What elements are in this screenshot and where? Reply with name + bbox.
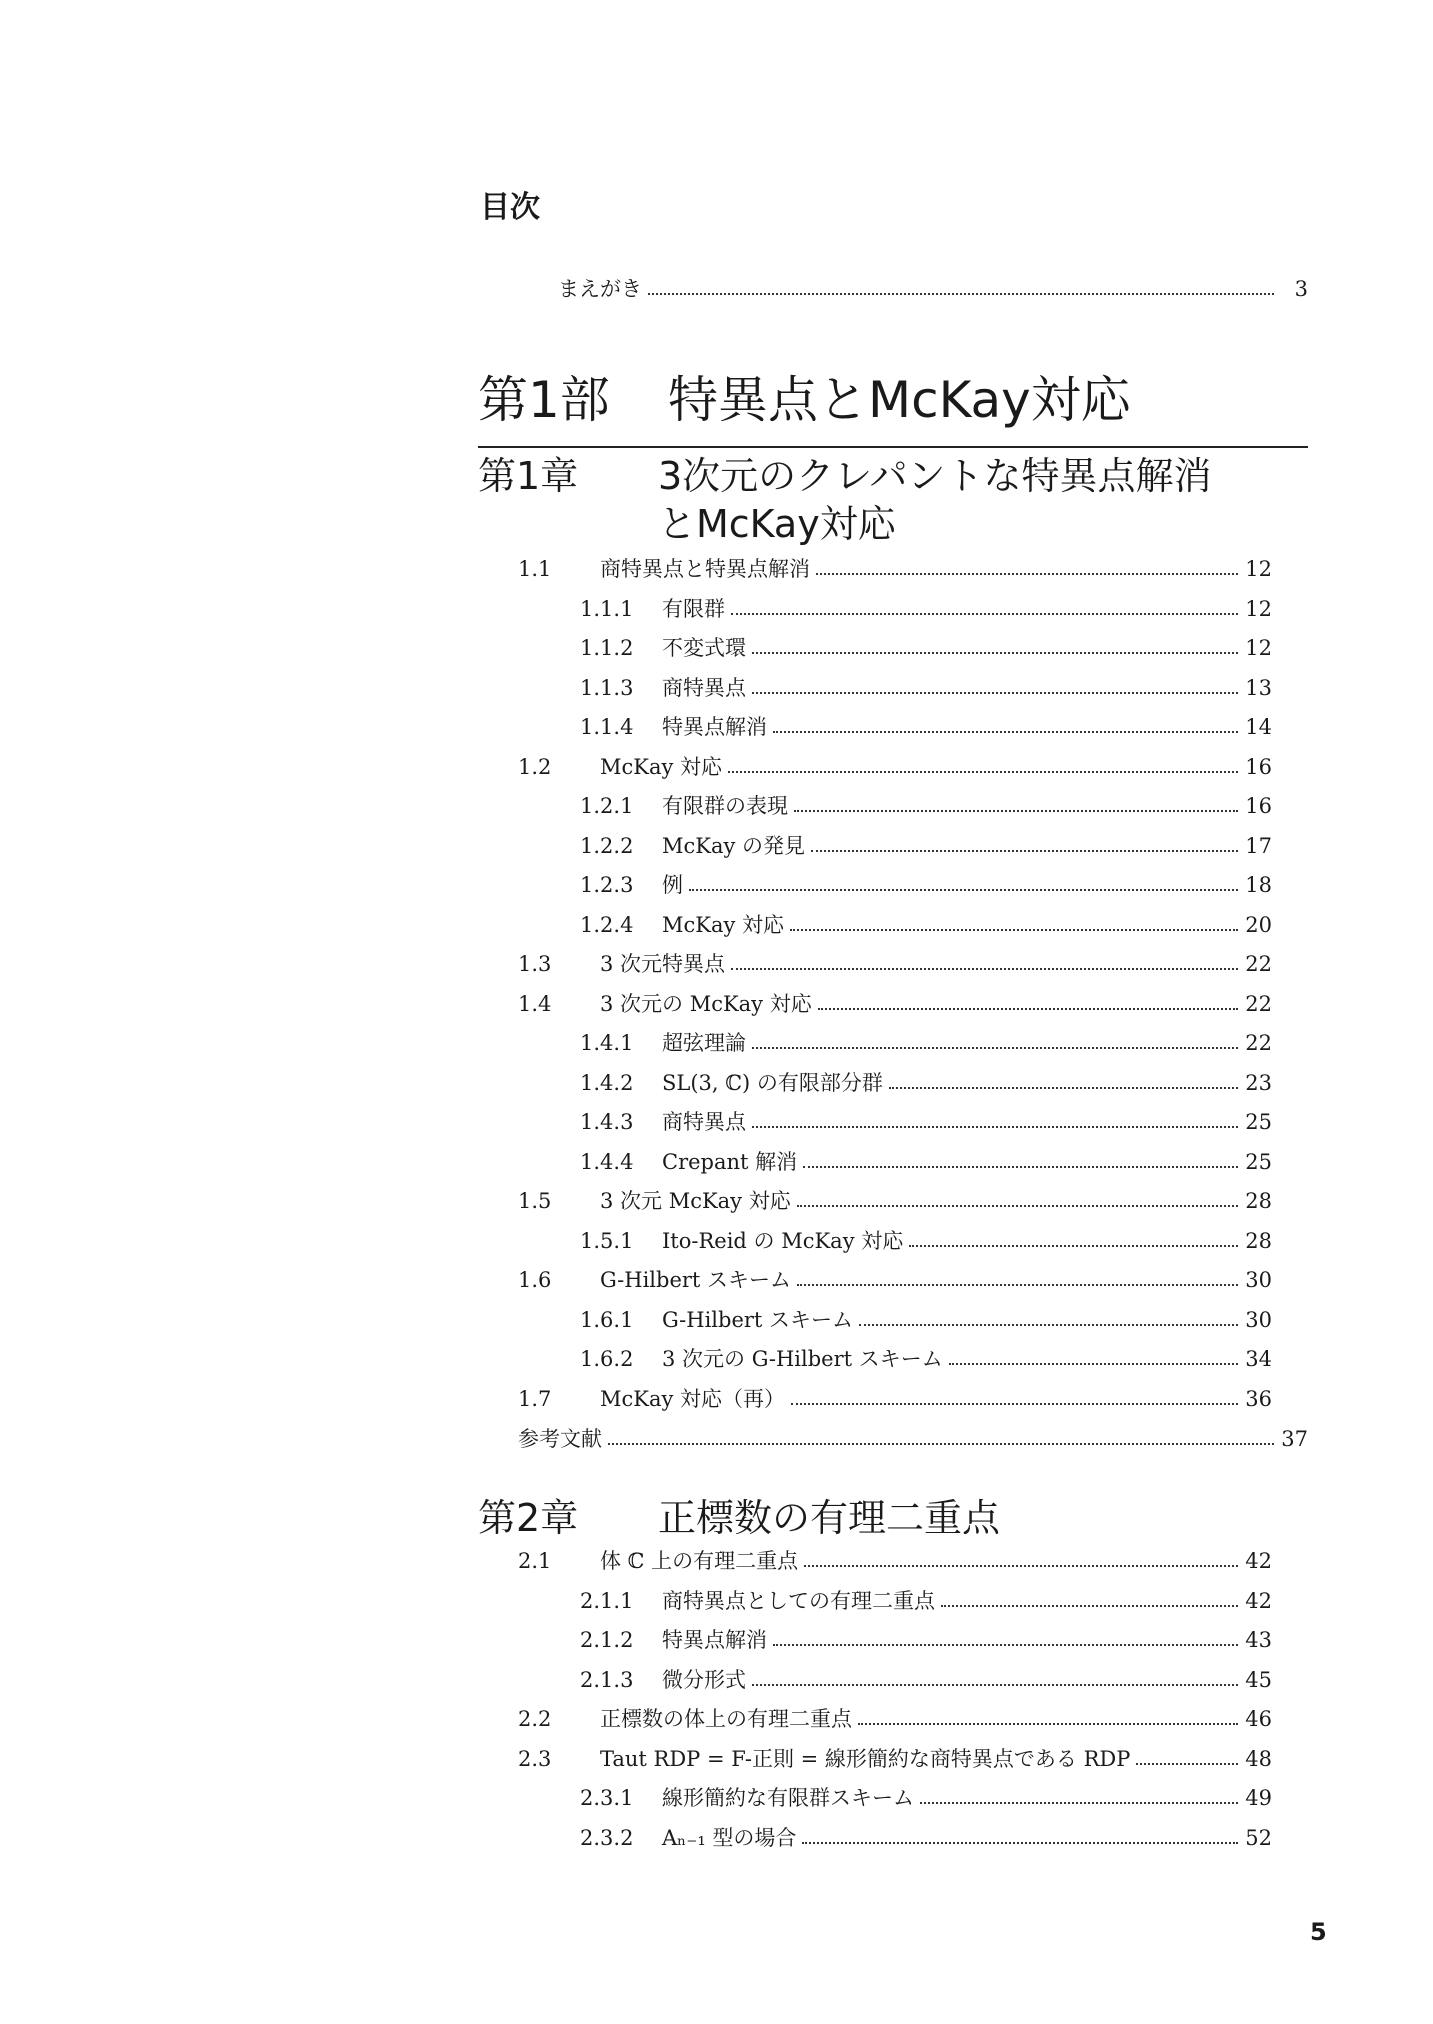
toc-entry-number: 1.1.3	[580, 675, 634, 700]
toc-entry[interactable]	[580, 1062, 1272, 1094]
toc-entry[interactable]	[580, 1580, 1272, 1612]
leader-dots	[752, 1684, 1238, 1686]
toc-entry-page: 45	[1245, 1667, 1272, 1692]
toc-entry[interactable]	[518, 746, 1272, 778]
chapter-title-line: とMcKay対応	[658, 502, 896, 546]
toc-entry-title: 有限群の表現	[662, 794, 788, 818]
toc-entry-number: 1.4.3	[580, 1110, 634, 1134]
toc-entry[interactable]	[580, 1299, 1272, 1331]
toc-entry-number: 1.4.2	[580, 1070, 634, 1095]
toc-entry-page: 43	[1245, 1628, 1272, 1652]
toc-entry[interactable]	[518, 548, 1272, 580]
toc-entry-page: 16	[1245, 754, 1272, 779]
toc-entry-title: Crepant 解消	[662, 1149, 798, 1174]
toc-entry-title: 特異点解消	[662, 715, 767, 739]
leader-dots	[752, 1047, 1238, 1049]
toc-entry-page: 42	[1245, 1549, 1272, 1573]
toc-entry-title: 3 次元 McKay 対応	[600, 1189, 791, 1213]
toc-entry-title: 体 ℂ 上の有理二重点	[600, 1549, 799, 1573]
toc-entry-number: 1.6.2	[580, 1347, 634, 1371]
chapter-heading	[478, 1494, 1298, 1542]
toc-entry-number: 1.2.2	[580, 833, 634, 858]
toc-entry-title: Ito-Reid の McKay 対応	[662, 1228, 904, 1253]
part-title: 特異点とMcKay対応	[668, 371, 1131, 429]
toc-entry-number: 2.1.2	[580, 1628, 634, 1652]
toc-entry-page: 22	[1245, 1031, 1272, 1055]
toc-entry-title: McKay 対応（再）	[600, 1386, 786, 1411]
toc-entry[interactable]	[580, 667, 1272, 699]
toc-entry[interactable]	[580, 825, 1272, 857]
leader-dots	[752, 692, 1238, 694]
toc-entry-title: 微分形式	[662, 1667, 746, 1692]
toc-entry-number: 2.3.1	[580, 1786, 634, 1810]
toc-entry-title: 商特異点としての有理二重点	[662, 1588, 935, 1613]
leader-dots	[803, 1166, 1238, 1168]
toc-entry-title: 特異点解消	[662, 1628, 767, 1652]
toc-entry[interactable]	[580, 1022, 1272, 1054]
leader-dots	[816, 573, 1238, 575]
toc-entry[interactable]	[518, 1540, 1272, 1572]
toc-entry-title: 商特異点	[662, 675, 746, 700]
leader-dots	[889, 1087, 1238, 1089]
leader-dots	[608, 1443, 1274, 1445]
chapter-title-line: 3次元のクレパントな特異点解消	[658, 454, 1212, 498]
toc-entry-number: 1.5	[518, 1189, 552, 1213]
toc-entry[interactable]	[580, 706, 1272, 738]
toc-entry-page: 3	[1294, 277, 1308, 301]
toc-entry-title: 有限群	[662, 596, 725, 621]
toc-entry-title: 商特異点と特異点解消	[600, 557, 810, 581]
toc-entry-page: 52	[1245, 1825, 1272, 1850]
toc-entry-number: 1.2.3	[580, 873, 634, 897]
toc-entry-page: 49	[1245, 1786, 1272, 1810]
leader-dots	[794, 810, 1238, 812]
leader-dots	[941, 1605, 1238, 1607]
toc-entry-title: 不変式環	[662, 636, 746, 660]
toc-entry-number: 1.4	[518, 991, 552, 1016]
part-heading	[478, 360, 1308, 448]
leader-dots	[797, 1205, 1238, 1207]
toc-entry-title: 参考文献	[518, 1427, 602, 1451]
toc-entry-title: G-Hilbert スキーム	[600, 1268, 792, 1292]
toc-entry[interactable]	[580, 1659, 1272, 1691]
toc-entry[interactable]	[580, 864, 1272, 896]
toc-entry-page: 20	[1245, 912, 1272, 937]
chapter-number: 第2章	[478, 1496, 579, 1540]
leader-dots	[790, 929, 1238, 931]
leader-dots	[728, 771, 1238, 773]
toc-entry[interactable]	[580, 588, 1272, 620]
toc-entry-page: 34	[1245, 1347, 1272, 1371]
leader-dots	[802, 1842, 1238, 1844]
toc-entry[interactable]	[518, 1259, 1272, 1291]
leader-dots	[773, 731, 1238, 733]
chapter-number: 第1章	[478, 454, 579, 498]
toc-entry-page: 17	[1245, 833, 1272, 858]
leader-dots	[773, 1644, 1238, 1646]
toc-entry[interactable]	[518, 1180, 1272, 1212]
leader-dots	[818, 1008, 1238, 1010]
toc-entry-title: SL(3, ℂ) の有限部分群	[662, 1070, 883, 1095]
toc-entry-page: 30	[1245, 1307, 1272, 1332]
toc-entry-page: 25	[1245, 1110, 1272, 1134]
toc-entry[interactable]	[580, 1101, 1272, 1133]
toc-entry[interactable]	[580, 1777, 1272, 1809]
toc-entry-number: 2.1.3	[580, 1667, 634, 1692]
chapter-heading	[478, 452, 1298, 548]
toc-entry[interactable]	[518, 943, 1272, 975]
toc-entry[interactable]	[580, 627, 1272, 659]
toc-entry-page: 36	[1245, 1386, 1272, 1411]
toc-entry-title: 正標数の体上の有理二重点	[600, 1707, 852, 1731]
toc-entry-page: 46	[1245, 1707, 1272, 1731]
toc-entry-number: 2.1	[518, 1549, 552, 1573]
leader-dots	[949, 1363, 1238, 1365]
toc-entry-title: McKay 対応	[662, 912, 785, 937]
toc-entry-number: 2.3.2	[580, 1825, 634, 1850]
toc-entry-number: 1.4.4	[580, 1149, 634, 1174]
toc-entry-page: 28	[1245, 1228, 1272, 1253]
toc-entry-number: 1.2.4	[580, 912, 634, 937]
leader-dots	[859, 1324, 1238, 1326]
toc-entry-title: 線形簡約な有限群スキーム	[662, 1786, 914, 1810]
toc-entry-title: G-Hilbert スキーム	[662, 1307, 854, 1332]
toc-entry[interactable]	[580, 785, 1272, 817]
leader-dots	[752, 652, 1238, 654]
leader-dots	[811, 850, 1238, 852]
toc-entry-page: 48	[1245, 1746, 1272, 1771]
toc-entry-number: 1.6	[518, 1268, 552, 1292]
toc-entry-number: 1.2.1	[580, 794, 634, 818]
toc-entry-title: 商特異点	[662, 1110, 746, 1134]
toc-entry[interactable]	[580, 1619, 1272, 1651]
leader-dots	[909, 1245, 1238, 1247]
toc-entry-number: 1.7	[518, 1386, 552, 1411]
toc-entry-number: 1.5.1	[580, 1228, 634, 1253]
part-number: 第1部	[478, 371, 610, 429]
toc-entry-page: 22	[1245, 991, 1272, 1016]
toc-entry-page: 22	[1245, 952, 1272, 976]
toc-entry-number: 1.1.4	[580, 715, 634, 739]
toc-entry[interactable]	[580, 1817, 1272, 1849]
toc-entry-page: 25	[1245, 1149, 1272, 1174]
toc-entry-title: Aₙ₋₁ 型の場合	[662, 1825, 797, 1850]
toc-entry-number: 1.1.1	[580, 596, 634, 621]
toc-entry-page: 23	[1245, 1070, 1272, 1095]
toc-entry-page: 42	[1245, 1588, 1272, 1613]
leader-dots	[1136, 1763, 1238, 1765]
leader-dots	[797, 1284, 1238, 1286]
toc-entry[interactable]	[518, 1738, 1272, 1770]
toc-entry-number: 1.2	[518, 754, 552, 779]
toc-entry[interactable]	[580, 1141, 1272, 1173]
toc-entry-number: 1.6.1	[580, 1307, 634, 1332]
toc-entry[interactable]	[518, 1378, 1272, 1410]
leader-dots	[804, 1565, 1238, 1567]
toc-entry-title: 3 次元の G-Hilbert スキーム	[662, 1347, 943, 1371]
page-number: 5	[1310, 1918, 1327, 1946]
leader-dots	[731, 968, 1238, 970]
toc-entry-title: 3 次元の McKay 対応	[600, 991, 812, 1016]
toc-entry-title: 超弦理論	[662, 1031, 746, 1055]
toc-entry-number: 1.4.1	[580, 1031, 634, 1055]
toc-entry-page: 16	[1245, 794, 1272, 818]
toc-entry-title: Taut RDP = F-正則 = 線形簡約な商特異点である RDP	[600, 1746, 1131, 1771]
toc-entry-number: 1.3	[518, 952, 552, 976]
toc-entry-title: まえがき	[558, 277, 642, 301]
toc-entry-number: 2.2	[518, 1707, 552, 1731]
toc-entry-title: McKay 対応	[600, 754, 723, 779]
toc-entry[interactable]	[580, 904, 1272, 936]
toc-entry-page: 12	[1245, 636, 1272, 660]
leader-dots	[791, 1403, 1238, 1405]
leader-dots	[752, 1126, 1238, 1128]
chapter-title: 正標数の有理二重点	[658, 1496, 1001, 1540]
toc-entry-page: 30	[1245, 1268, 1272, 1292]
toc-entry[interactable]	[518, 983, 1272, 1015]
toc-entry-page: 18	[1245, 873, 1272, 897]
toc-entry-number: 2.3	[518, 1746, 552, 1771]
toc-entry-page: 14	[1245, 715, 1272, 739]
toc-entry-title: 3 次元特異点	[600, 952, 726, 976]
toc-entry-page: 12	[1245, 596, 1272, 621]
toc-entry-preface[interactable]	[558, 268, 1308, 300]
toc-entry-references[interactable]	[518, 1418, 1308, 1450]
toc-entry[interactable]	[580, 1338, 1272, 1370]
leader-dots	[689, 889, 1238, 891]
toc-title: 目次	[480, 190, 540, 225]
toc-entry-number: 2.1.1	[580, 1588, 634, 1613]
toc-entry-page: 28	[1245, 1189, 1272, 1213]
toc-entry-title: McKay の発見	[662, 833, 806, 858]
toc-entry-page: 13	[1245, 675, 1272, 700]
toc-entry-number: 1.1.2	[580, 636, 634, 660]
toc-entry[interactable]	[580, 1220, 1272, 1252]
toc-entry-title: 例	[662, 873, 683, 897]
leader-dots	[731, 613, 1238, 615]
toc-entry-number: 1.1	[518, 557, 552, 581]
leader-dots	[648, 293, 1274, 295]
toc-entry-page: 37	[1281, 1427, 1308, 1451]
toc-entry-page: 12	[1245, 557, 1272, 581]
leader-dots	[858, 1723, 1238, 1725]
leader-dots	[920, 1802, 1238, 1804]
toc-entry[interactable]	[518, 1698, 1272, 1730]
